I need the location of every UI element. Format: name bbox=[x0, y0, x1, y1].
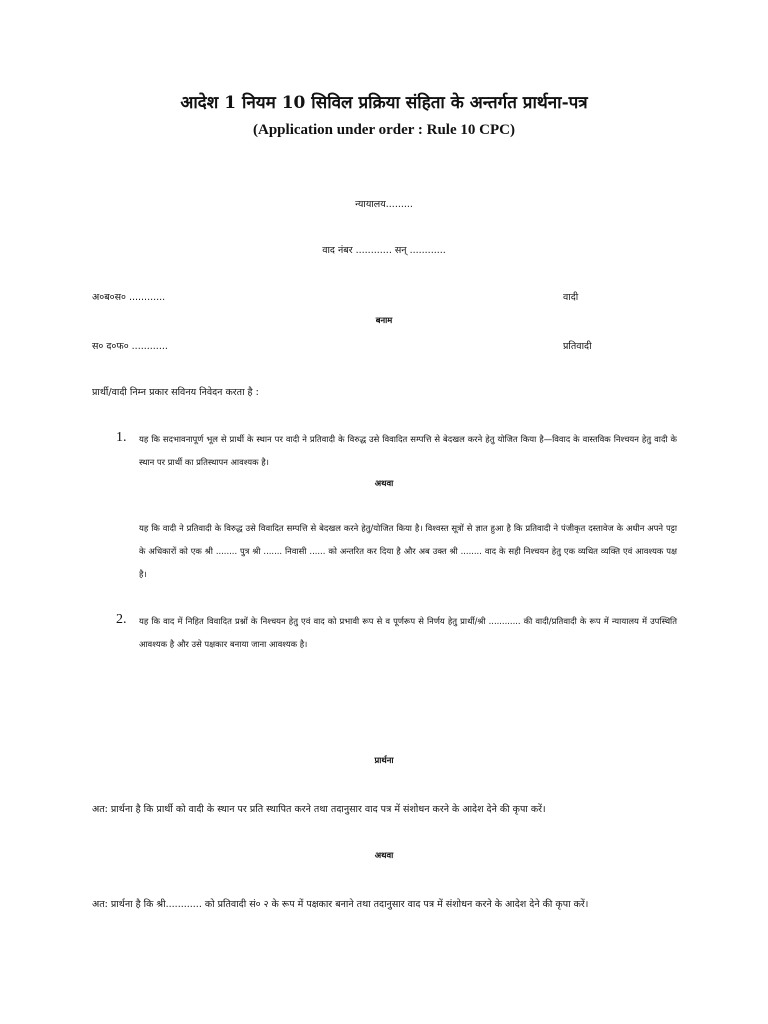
or-label: अथवा bbox=[374, 850, 394, 860]
or-label: अथवा bbox=[374, 478, 394, 488]
point-paragraph: यह कि सदभावनापूर्ण भूल से प्रार्थी के स्थान पर वादी ने प्रतिवादी के विरुद्ध उसे विवादित सम्पत्ति से बेदखल करने हेतु योजित किया है—विवाद के वास्तविक निश्चयन हेतु वादी के स्थान पर प्रार्थी का प्रतिस्थापन आवश्यक है। bbox=[139, 434, 677, 467]
point-number: 1. bbox=[116, 430, 127, 445]
plaintiff-line: अ०ब०स० ............ bbox=[92, 292, 166, 303]
point-number: 2. bbox=[116, 612, 127, 627]
court-line: न्यायालय......... bbox=[355, 199, 413, 210]
defendant-label: प्रतिवादी bbox=[563, 341, 592, 352]
prayer-paragraph: अत: प्रार्थना है कि श्री............ को प्रतिवादी सं० २ के रूप में पक्षकार बनाने तथा तदानुसार वाद पत्र में संशोधन करने के आदेश देने की कृपा करें। bbox=[92, 899, 589, 910]
suit-number-line: वाद नंबर ............ सन् ............ bbox=[322, 245, 446, 256]
versus-label: बनाम bbox=[375, 315, 393, 325]
document-title-english: (Application under order : Rule 10 CPC) bbox=[253, 122, 515, 138]
point-paragraph: यह कि वाद में निहित विवादित प्रश्नों के निश्चयन हेतु एवं वाद को प्रभावी रूप से व पूर्णरूप से निर्णय हेतु प्रार्थी/श्री ............ की वादी/प्रतिवादी के रूप में न्यायालय में उपस्थिति आवश्यक है और उसे पक्षकार बनाया जाना आवश्यक है। bbox=[139, 616, 677, 649]
prayer-heading: प्रार्थना bbox=[374, 755, 394, 765]
intro-text: प्रार्थी/वादी निम्न प्रकार सविनय निवेदन करता है : bbox=[92, 387, 259, 398]
defendant-line: स० द०फ० ............ bbox=[92, 341, 168, 352]
document-title-hindi: आदेश 1 नियम 10 सिविल प्रक्रिया संहिता के अन्तर्गत प्रार्थना-पत्र bbox=[180, 93, 588, 113]
prayer-paragraph: अत: प्रार्थना है कि प्रार्थी को वादी के स्थान पर प्रति स्थापित करने तथा तदानुसार वाद पत्र में संशोधन करने के आदेश देने की कृपा करें। bbox=[92, 804, 546, 815]
plaintiff-label: वादी bbox=[563, 292, 579, 303]
alternative-paragraph: यह कि वादी ने प्रतिवादी के विरुद्ध उसे विवादित सम्पत्ति से बेदखल करने हेतु/योजित किया है। विश्वस्त सूत्रों से ज्ञात हुआ है कि प्रतिवादी ने पंजीकृत दस्तावेज के अधीन अपने पट्टा के अधिकारों को एक श्री ........ पुत्र श्री ....... निवासी ...... को अन्तरित कर दिया है और अब उक्त श्री ........ वाद के सही निश्चयन हेतु एक व्यथित व्यक्ति एवं आवश्यक पक्ष है। bbox=[139, 523, 677, 579]
